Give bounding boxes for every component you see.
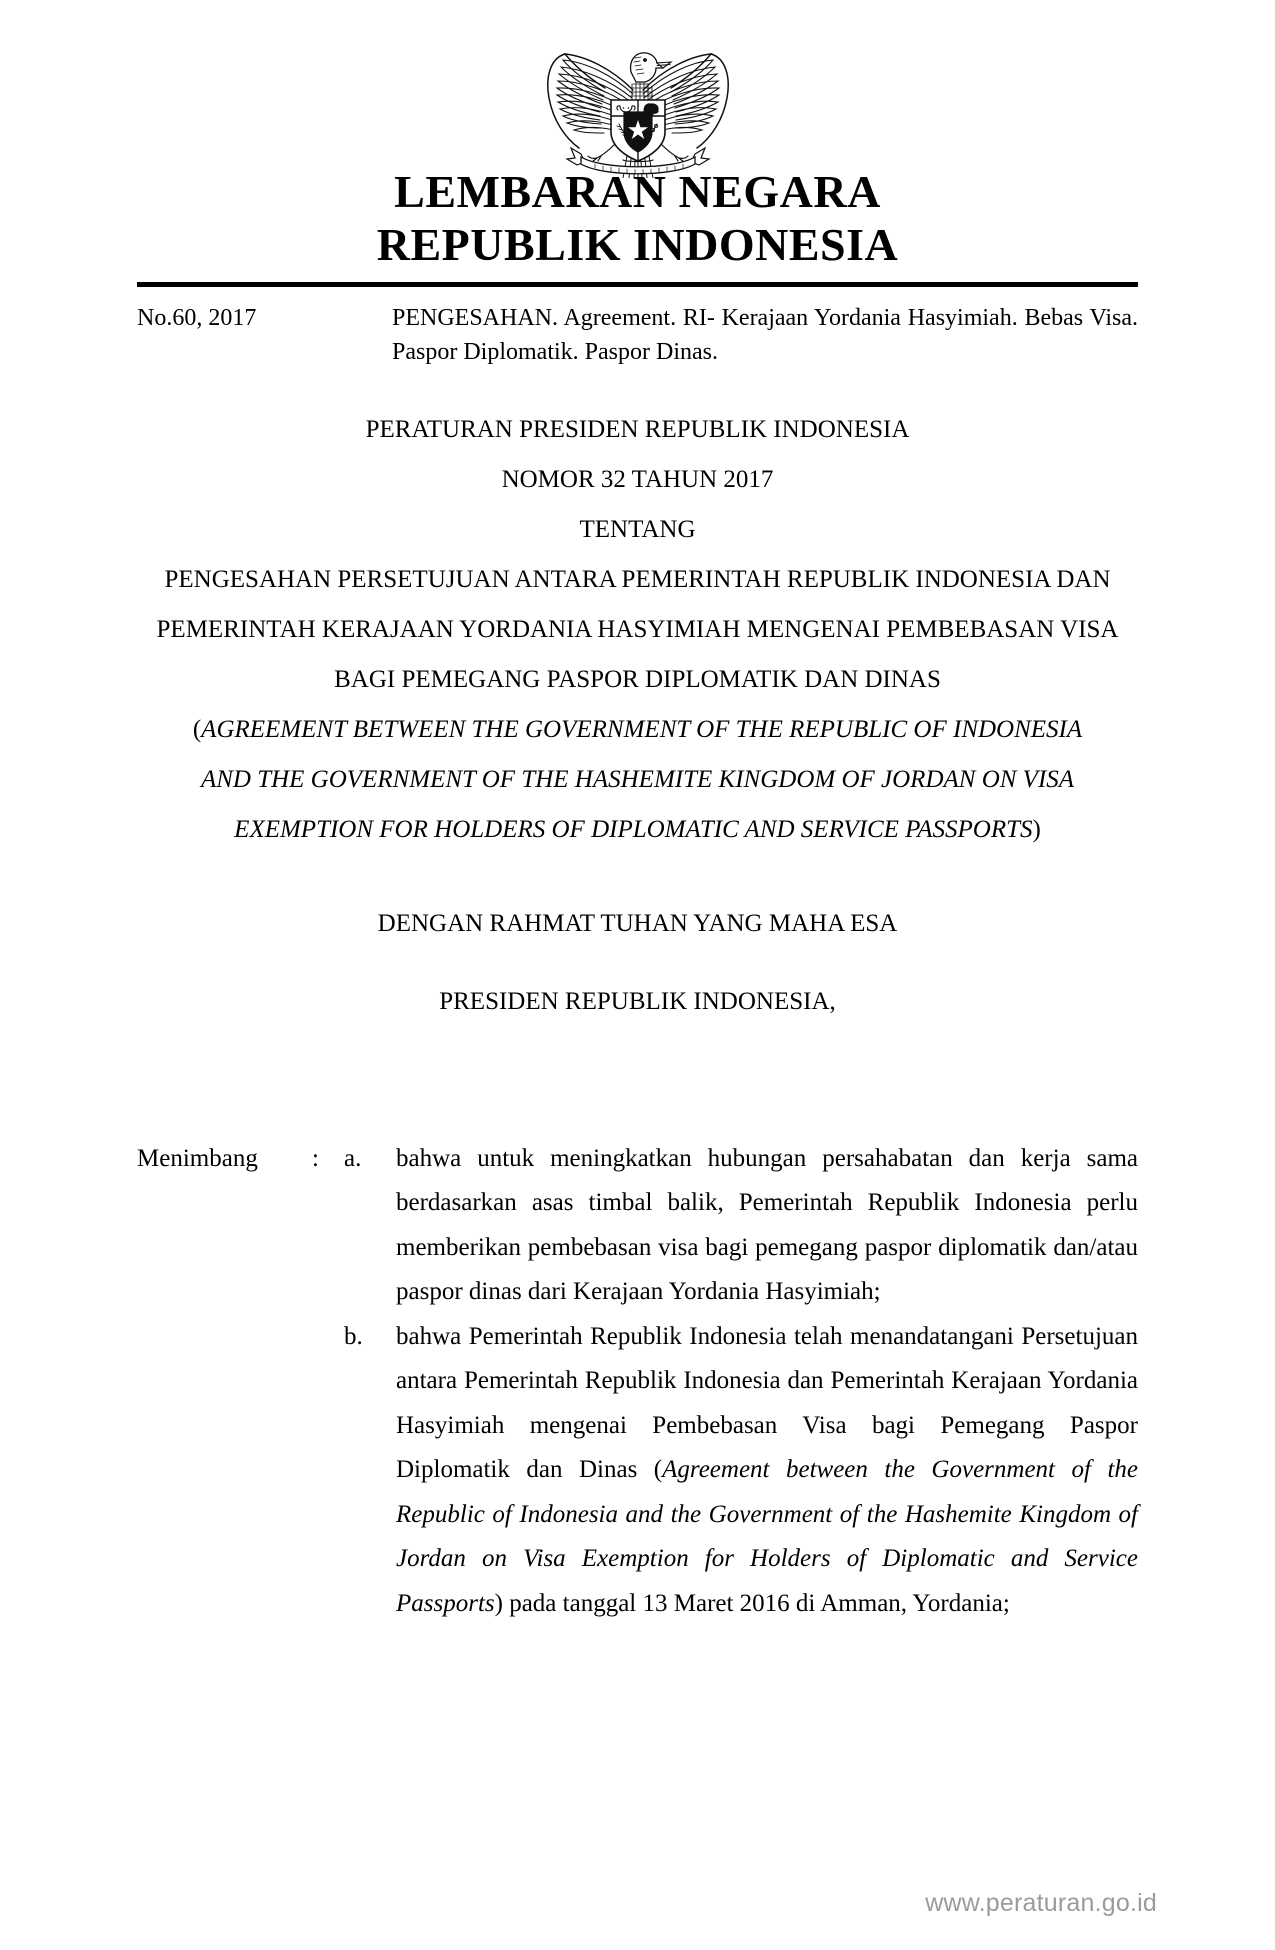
english-title-line-1 [90, 705, 1185, 755]
caption-row [137, 301, 1138, 369]
masthead-divider [137, 282, 1138, 287]
considerans-text-a: bahwa untuk meningkatkan hubungan persahabatan dan kerja sama berdasarkan asas timbal balik, Pemerintah Republik Indonesia perlu memberikan pembebasan visa bagi pemegang paspor diplomatik dan/atau paspor dinas dari Kerajaan Yordania Hasyimiah; [396, 1144, 1138, 1306]
garuda-pancasila-icon [523, 28, 753, 178]
subject-line-3: BAGI PEMEGANG PASPOR DIPLOMATIK DAN DINAS [334, 665, 941, 693]
english-title-line-2: AND THE GOVERNMENT OF THE HASHEMITE KINGDOM OF JORDAN ON VISA [200, 765, 1075, 793]
considerans-text-b [396, 1315, 1138, 1627]
considerans-text-b-part2: ) pada tanggal 13 Maret 2016 di Amman, Yordania; [494, 1589, 1010, 1617]
considerans-letter-b: b. [344, 1322, 363, 1350]
title-line-1: PERATURAN PRESIDEN REPUBLIK INDONESIA [365, 415, 910, 443]
blessing-line: DENGAN RAHMAT TUHAN YANG MAHA ESA [377, 909, 898, 937]
footer-watermark: www.peraturan.go.id [925, 1889, 1157, 1917]
english-title-line-3 [90, 805, 1185, 855]
subject-line-2: PEMERINTAH KERAJAAN YORDANIA HASYIMIAH MENGENAI PEMBEBASAN VISA [156, 615, 1119, 643]
regulation-title-block [90, 405, 1185, 855]
masthead [0, 166, 1275, 272]
emblem-container [0, 0, 1275, 160]
considerans-text-b-part1: bahwa Pemerintah Republik Indonesia telah menandatangani Persetujuan antara Pemerintah Republik Indonesia dan Pemerintah Kerajaan Yordania Hasyimiah mengenai Pembebasan Visa bagi Pemegang Paspor Diplomatik dan Dinas ( [396, 1322, 1138, 1484]
english-open-paren: ( [192, 715, 202, 743]
caption-keywords: PENGESAHAN. Agreement. RI- Kerajaan Yordania Hasyimiah. Bebas Visa. Paspor Diplomatik. Paspor Dinas. [392, 304, 1138, 365]
authority-line: PRESIDEN REPUBLIK INDONESIA, [439, 987, 836, 1015]
considerans-item-b [137, 1315, 1138, 1627]
masthead-line-1: LEMBARAN NEGARA [394, 166, 881, 217]
english-title-text-3: EXEMPTION FOR HOLDERS OF DIPLOMATIC AND SERVICE PASSPORTS [234, 815, 1033, 843]
subject-line-1: PENGESAHAN PERSETUJUAN ANTARA PEMERINTAH REPUBLIK INDONESIA DAN [164, 565, 1111, 593]
considerans-letter-a: a. [344, 1144, 362, 1172]
title-line-2: NOMOR 32 TAHUN 2017 [501, 465, 774, 493]
considerans-text-b-italic: Agreement between the Government of the Republic of Indonesia and the Government of the Hashemite Kingdom of Jordan on Visa Exemption for Holders of Diplomatic and Service Passports [396, 1456, 1138, 1617]
considerans-colon: : [312, 1144, 319, 1172]
masthead-line-2: REPUBLIK INDONESIA [376, 218, 899, 270]
gazette-number: No.60, 2017 [137, 304, 257, 331]
considerans-section [137, 1137, 1138, 1627]
title-line-3: TENTANG [579, 515, 696, 543]
english-close-paren: ) [1032, 815, 1041, 843]
considerans-item-a [137, 1137, 1138, 1315]
english-title-text-1: AGREEMENT BETWEEN THE GOVERNMENT OF THE REPUBLIC OF INDONESIA [201, 715, 1083, 743]
considerans-label: Menimbang [137, 1144, 258, 1172]
